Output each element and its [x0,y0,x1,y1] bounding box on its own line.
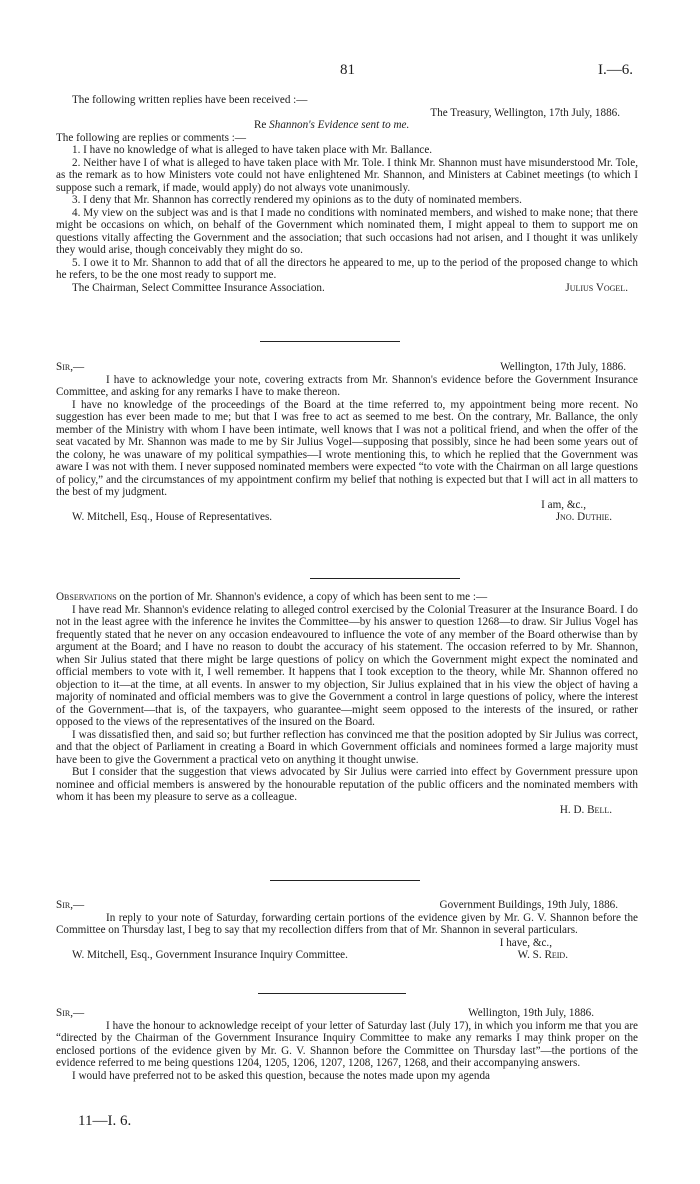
last-paragraph-2: I would have preferred not to be asked this question, because the notes made upon my agenda [72,1069,490,1082]
paper-reference: I.—6. [598,62,633,78]
vogel-item-3: 3. I deny that Mr. Shannon has correctly rendered my opinions as to the duty of nominated members. [72,194,522,206]
vogel-addressee: The Chairman, Select Committee Insurance Association. [72,281,325,294]
signature-mark: 11—I. 6. [78,1113,132,1129]
page-number: 81 [340,62,355,78]
bell-lead-rest: on the portion of Mr. Shannon's evidence, a copy of which has been sent to me :— [116,591,488,603]
treasury-place-date: The Treasury, Wellington, 17th July, 1886. [430,106,620,119]
vogel-item-1: 1. I have no knowledge of what is alleged to have taken place with Mr. Ballance. [72,144,433,156]
section-rule [258,993,406,994]
duthie-header-row [56,361,638,374]
vogel-item-2: 2. Neither have I of what is alleged to have taken place with Mr. Tole. I think Mr. Shannon must have misunderstood Mr. Tole, as the remark as to how Ministers vote could not have enlightened Mr. Shannon, and Ministers at Cabinet meetings (to which I suppose such a remark, if made, would apply) do not always vote unanimously. [56,156,638,194]
re-prefix: Re [254,119,270,131]
vogel-reply [56,94,638,294]
bell-lead-word: Observations [56,591,117,603]
reid-addressee: W. Mitchell, Esq., Government Insurance Inquiry Committee. [72,949,348,961]
last-paragraph-1: I have the honour to acknowledge receipt of your letter of Saturday last (July 17), in which you inform me that you are “directed by the Chairman of the Government Insurance Inquiry Committee to make any remarks I may think proper on the enclosed portions of the evidence given by Mr. G. V. Shannon before the Committee on Thursday last”—the portions of the evidence referred to me being questions 1204, 1205, 1206, 1207, 1208, 1267, 1268, and their accompanying answers. [56,1019,638,1069]
reid-place-date: Government Buildings, 19th July, 1886. [439,899,618,911]
last-letter [56,1007,638,1082]
vogel-item-5: 5. I owe it to Mr. Shannon to add that of all the directors he appeared to me, up to the period of the proposed change to which he refers, to be the one most ready to support me. [56,256,638,281]
last-salutation: Sir,— [56,1007,85,1019]
vogel-opening: The following are replies or comments :— [56,131,246,144]
intro-line: The following written replies have been received :— [72,94,308,106]
reid-header-row [56,899,638,912]
duthie-closing: I am, &c., [541,498,586,511]
vogel-item-4: 4. My view on the subject was and is that I made no conditions with nominated members, and wished to make none; that there might be occasions on which, on behalf of the Government which nominated them, I might appeal to them to support me on questions vitally affecting the Government and the association; that such occasions had not arisen, and I thought it was unlikely they would arise, though conceivably they might do so. [56,206,638,256]
bell-signature: H. D. Bell. [559,803,612,816]
duthie-letter [56,361,638,524]
reid-sign-row [56,949,638,962]
reid-paragraph: In reply to your note of Saturday, forwarding certain portions of the evidence given by Mr. G. V. Shannon before the Committee on Thursday last, I beg to say that my recollection differs from that of Mr. Shannon in several particulars. [56,911,638,936]
section-rule [310,578,460,579]
vogel-sign-row [56,282,638,295]
last-place-date: Wellington, 19th July, 1886. [468,1007,594,1019]
reid-letter [56,899,638,962]
duthie-sign-row [56,511,638,524]
bell-observations [56,591,638,816]
re-subject: Shannon's Evidence sent to me. [269,119,410,131]
duthie-addressee: W. Mitchell, Esq., House of Representatives. [72,511,273,523]
duthie-paragraph-2: I have no knowledge of the proceedings of the Board at the time referred to, my appointment being more recent. No suggestion has ever been made to me; but that I was free to act as seemed to me best. On the contrary, Mr. Ballance, the only member of the Ministry with whom I have been intimate, well knows that I was not a political friend, and when the offer of the seat vacated by Mr. Shannon was made to me by Sir Julius Vogel—supposing that possibly, since he had been some years out of the colony, he was unaware of my political sympathies—I wrote mentioning this, to which he replied that the Government was aware I was not with them. I never supposed nominated members were expected “to vote with the Chairman on all large questions of policy,” and the circumstances of my appointment confirm my belief that nothing is expected but that I will act in all matters to the best of my judgment. [56,398,638,498]
duthie-place-date: Wellington, 17th July, 1886. [500,361,626,373]
vogel-signature: Julius Vogel. [565,281,628,294]
reid-salutation: Sir,— [56,899,85,911]
duthie-salutation: Sir,— [56,361,85,373]
reid-closing: I have, &c., [499,936,552,949]
duthie-signature: Jno. Duthie. [555,511,612,523]
bell-paragraph-3: But I consider that the suggestion that views advocated by Sir Julius were carried into effect by Government pressure upon nominee and official members is answered by the honourable reputation of the public officers and the nominated members with whom it has been my pleasure to serve as a colleague. [56,766,638,803]
bell-paragraph-1: I have read Mr. Shannon's evidence relating to alleged control exercised by the Colonial Treasurer at the Insurance Board. I do not in the least agree with the inference he invites the Committee—by his answer to question 1268—to draw. Sir Julius Vogel has frequently stated that he never on any occasion endeavoured to influence the vote of any member of the Board otherwise than by argument at the Board; and I have no reason to doubt the accuracy of his statement. The occasion referred to by Mr. Shannon, when Sir Julius stated that there might be large questions of policy on which the Government might expect the nominated and official members to vote with it, I well remember. It happens that I took exception to the theory, while Mr. Shannon offered no objection to it—at the time, at all events. In answer to my objection, Sir Julius explained that in his view the object of having a majority of nominated and official members was to give the Government a control in large questions of policy, where the interest of the Government—that is, of the taxpayers, who guarantee—might seem opposed to the interests of the insured, or rather opposed to the views of the representatives of the insured on the Board. [56,603,638,728]
bell-paragraph-2: I was dissatisfied then, and said so; but further reflection has convinced me that the position adopted by Sir Julius was correct, and that the object of Parliament in creating a Board in which Government officials and nominees formed a large majority must have been to give the Government a practical veto on anything it thought unwise. [56,728,638,766]
bell-lead [56,591,638,604]
section-rule [260,341,400,342]
last-header-row [56,1007,638,1020]
reid-signature: W. S. Reid. [517,949,568,961]
re-line [56,119,638,132]
duthie-paragraph-1: I have to acknowledge your note, covering extracts from Mr. Shannon's evidence before the Government Insurance Committee, and asking for any remarks I have to make thereon. [56,373,638,398]
section-rule [270,880,420,881]
